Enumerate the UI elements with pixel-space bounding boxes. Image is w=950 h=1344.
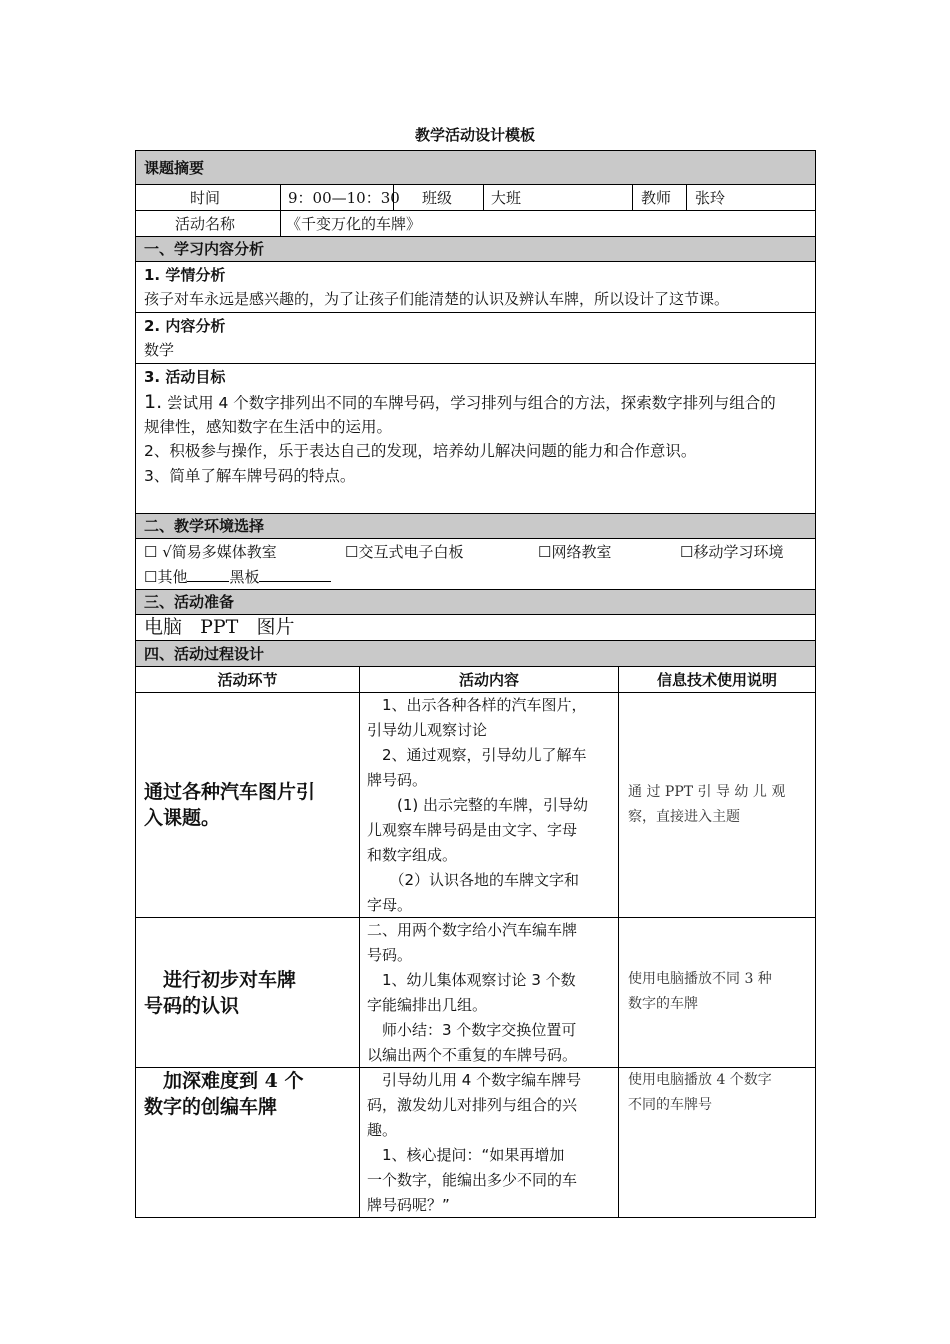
content-line: 趣。: [367, 1121, 398, 1139]
content-line: 牌号码。: [367, 771, 428, 789]
time-value: 9：00—10：30: [288, 189, 400, 207]
time-label: 时间: [190, 189, 221, 207]
goal-1-line-2: 规律性，感知数字在生活中的运用。: [144, 418, 393, 436]
content-analysis-cell: [135, 312, 816, 364]
content-analysis-title: 2. 内容分析: [144, 317, 226, 335]
section3-header: 三、活动准备: [144, 593, 235, 611]
section1-header: 一、学习内容分析: [144, 240, 265, 258]
process-row-1-stage: [144, 779, 315, 831]
summary-header: 课题摘要: [144, 159, 205, 177]
stage-line: 加深难度到 4 个: [144, 1070, 304, 1092]
goal-1-text: 尝试用 4 个数字排列出不同的车牌号码，学习排列与组合的方法，探索数字排列与组合的: [162, 394, 776, 412]
learner-analysis-text: 孩子对车永远是感兴趣的，为了让孩子们能清楚的认识及辨认车牌，所以设计了这节课。: [144, 290, 730, 308]
goal-3: 3、简单了解车牌号码的特点。: [144, 467, 356, 485]
env-option-other: [144, 565, 331, 589]
content-line: 字母。: [367, 896, 413, 914]
preparation-text: 电脑 PPT 图片: [144, 616, 295, 638]
teacher-value: 张玲: [695, 189, 726, 207]
env-option-whiteboard: ☐交互式电子白板: [345, 543, 464, 561]
env-other-label: ☐其他: [144, 568, 188, 586]
tech-line: 察，直接进入主题: [628, 809, 740, 825]
stage-line: 进行初步对车牌: [144, 969, 297, 991]
content-line: 儿观察车牌号码是由文字、字母: [367, 821, 578, 839]
stage-line: 数字的创编车牌: [144, 1096, 278, 1118]
content-line: 引导幼儿观察讨论: [367, 721, 488, 739]
content-line: (1) 出示完整的车牌，引导幼: [367, 796, 589, 814]
tech-line: 不同的车牌号: [628, 1097, 712, 1113]
goal-2: 2、积极参与操作，乐于表达自己的发现，培养幼儿解决问题的能力和合作意识。: [144, 442, 697, 460]
class-label: 班级: [422, 189, 453, 207]
section2-header: 二、教学环境选择: [144, 517, 265, 535]
content-line: 一个数字，能编出多少不同的车: [367, 1171, 578, 1189]
process-row-3-content: [367, 1068, 581, 1218]
process-row-2-stage: [144, 967, 296, 1019]
process-row-2-tech: [628, 967, 772, 1017]
content-line: 以编出两个不重复的车牌号码。: [367, 1046, 578, 1064]
learner-analysis-title: 1. 学情分析: [144, 266, 226, 284]
content-line: 牌号码呢？”: [367, 1196, 450, 1214]
teacher-label: 教师: [641, 189, 672, 207]
col-header-stage: 活动环节: [217, 671, 278, 689]
content-line: 码，激发幼儿对排列与组合的兴: [367, 1096, 578, 1114]
activity-label: 活动名称: [175, 215, 236, 233]
tech-line: 使用电脑播放 4 个数字: [628, 1072, 772, 1088]
env-other-value: 黑板: [229, 568, 260, 586]
goal-1-number: 1.: [144, 391, 163, 413]
document-title: 教学活动设计模板: [414, 126, 535, 144]
content-line: （2）认识各地的车牌文字和: [367, 871, 580, 889]
content-line: 师小结：3 个数字交换位置可: [367, 1021, 577, 1039]
process-row-3-stage: [144, 1068, 303, 1120]
col-header-tech: 信息技术使用说明: [656, 671, 777, 689]
content-line: 1、幼儿集体观察讨论 3 个数: [367, 971, 576, 989]
process-row-1-content: [367, 693, 588, 918]
stage-line: 号码的认识: [144, 995, 240, 1017]
content-line: 字能编排出几组。: [367, 996, 488, 1014]
content-line: 号码。: [367, 946, 413, 964]
goals-title: 3. 活动目标: [144, 368, 226, 386]
env-option-network-classroom: ☐网络教室: [538, 543, 612, 561]
underline: [187, 565, 229, 582]
tech-line: 通 过 PPT 引 导 幼 儿 观: [628, 784, 786, 800]
process-row-1-tech: [628, 780, 785, 830]
tech-line: 数字的车牌: [628, 996, 698, 1012]
content-line: 2、通过观察，引导幼儿了解车: [367, 746, 587, 764]
tech-line: 使用电脑播放不同 3 种: [628, 971, 772, 987]
activity-value: 《千变万化的车牌》: [286, 215, 422, 233]
summary-header-row: [135, 150, 816, 185]
content-line: 1、核心提问：“如果再增加: [367, 1146, 565, 1164]
stage-line: 通过各种汽车图片引: [144, 781, 316, 803]
col-header-content: 活动内容: [458, 671, 519, 689]
process-row-3-tech: [628, 1068, 772, 1118]
process-row-2-content: [367, 918, 577, 1068]
content-line: 和数字组成。: [367, 846, 458, 864]
underline: [259, 565, 331, 582]
goal-1-line-1: [144, 390, 776, 415]
content-line: 1、出示各种各样的汽车图片，: [367, 696, 587, 714]
content-analysis-text: 数学: [144, 341, 175, 359]
section4-header: 四、活动过程设计: [144, 645, 265, 663]
stage-line: 入课题。: [144, 807, 221, 829]
section3-header-row: [135, 589, 816, 615]
env-option-mobile: ☐移动学习环境: [680, 543, 784, 561]
class-value: 大班: [491, 189, 522, 207]
env-option-simple-multimedia: ☐ √简易多媒体教室: [144, 543, 277, 561]
content-line: 二、用两个数字给小汽车编车牌: [367, 921, 578, 939]
content-line: 引导幼儿用 4 个数字编车牌号: [367, 1071, 582, 1089]
